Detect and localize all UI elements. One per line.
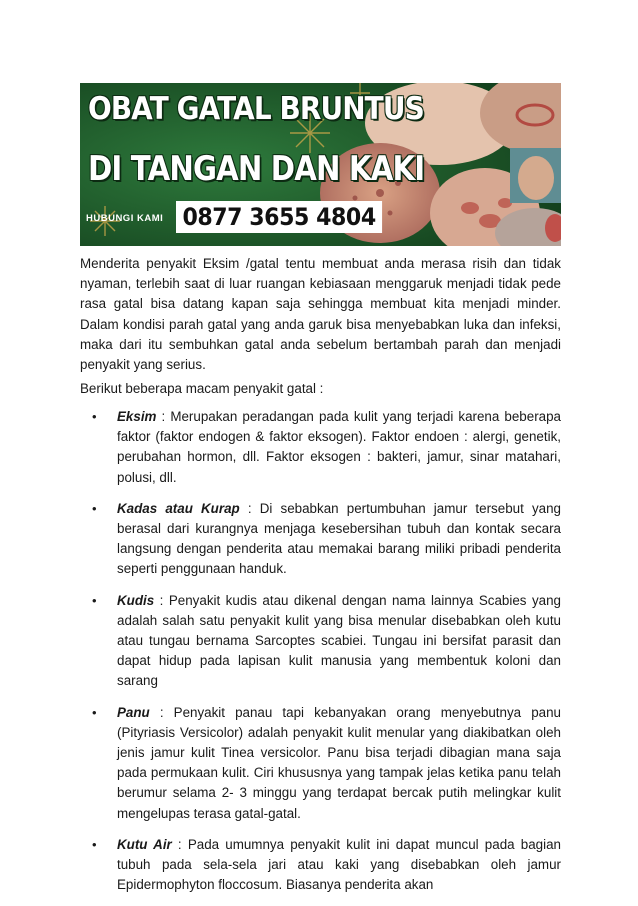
promo-banner: [80, 83, 561, 246]
phone-number: 0877 3655 4804: [176, 201, 382, 233]
item-term: Kadas atau Kurap: [117, 500, 240, 516]
list-item: [80, 591, 561, 692]
item-description: : Di sebabkan pertumbuhan jamur tersebut yang berasal dari kurangnya menjaga kesebersihan tubuh dan kontak secara langsung dengan penderita atau memakai barang miliki pribadi penderita seperti penggunaan handuk.: [117, 500, 561, 577]
item-term: Kudis: [117, 592, 155, 608]
item-term: Eksim: [117, 409, 157, 424]
bullet-icon: •: [92, 704, 97, 720]
list-item: [80, 499, 561, 580]
item-description: : Penyakit kudis atau dikenal dengan nama lainnya Scabies yang adalah salah satu penyakit kulit yang bisa menular disebabkan oleh kutu atau tungau bernama Sarcoptes scabiei. Tungau ini bersifat parasit dan dapat hidup pada lapisan kulit manusia yang membentuk koloni dan sarang: [117, 592, 561, 689]
item-description: : Merupakan peradangan pada kulit yang terjadi karena beberapa faktor (faktor endogen & faktor eksogen). Faktor endoen : alergi, genetik, perubahan hormon, dll. Faktor eksogen : bakteri, jamur, sinar matahari, polusi, dll.: [117, 409, 561, 485]
bullet-icon: •: [92, 592, 97, 608]
bullet-icon: •: [92, 409, 97, 424]
banner-contact: [80, 201, 380, 237]
list-item: [80, 407, 561, 488]
list-lead: Berikut beberapa macam penyakit gatal :: [80, 381, 324, 396]
bullet-icon: •: [92, 500, 97, 516]
item-term: Kutu Air: [117, 836, 172, 852]
list-item: [80, 835, 561, 896]
item-description: : Penyakit panau tapi kebanyakan orang menyebutnya panu (Pityriasis Versicolor) adalah penyakit kulit menular yang diakibatkan oleh jenis jamur kulit Tinea versicolor. Panu bisa terjadi dibagian mana saja pada permukaan kulit. Ciri khususnya yang tampak jelas ketika panu telah berumur selama 2- 3 minggu yang terdapat bercak putih melingkar kulit mengelupas terasa gatal-gatal.: [117, 704, 561, 821]
intro-paragraph: Menderita penyakit Eksim /gatal tentu membuat anda merasa risih dan tidak nyaman, terlebih saat di luar ruangan kebiasaan menggaruk menjadi tidak pede rasa gatal bisa datang kapan saja sehingga membuat kita menjadi minder. Dalam kondisi parah gatal yang anda garuk bisa menyebabkan luka dan infeksi, maka dari itu sembuhkan gatal anda sebelum bertambah parah dan menjadi penyakit yang serius.: [80, 256, 561, 373]
disease-list: [80, 407, 561, 906]
banner-title-line1: OBAT GATAL BRUNTUS: [88, 91, 424, 127]
contact-label: HUBUNGI KAMI: [86, 213, 164, 224]
bullet-icon: •: [92, 836, 97, 852]
list-item: [80, 703, 561, 824]
item-description: : Pada umumnya penyakit kulit ini dapat muncul pada bagian tubuh pada sela-sela jari atau kaki yang disebabkan oleh jamur Epidermophyton floccosum. Biasanya penderita akan: [117, 836, 561, 893]
item-term: Panu: [117, 704, 150, 720]
banner-title-line2: DI TANGAN DAN KAKI: [88, 149, 425, 189]
